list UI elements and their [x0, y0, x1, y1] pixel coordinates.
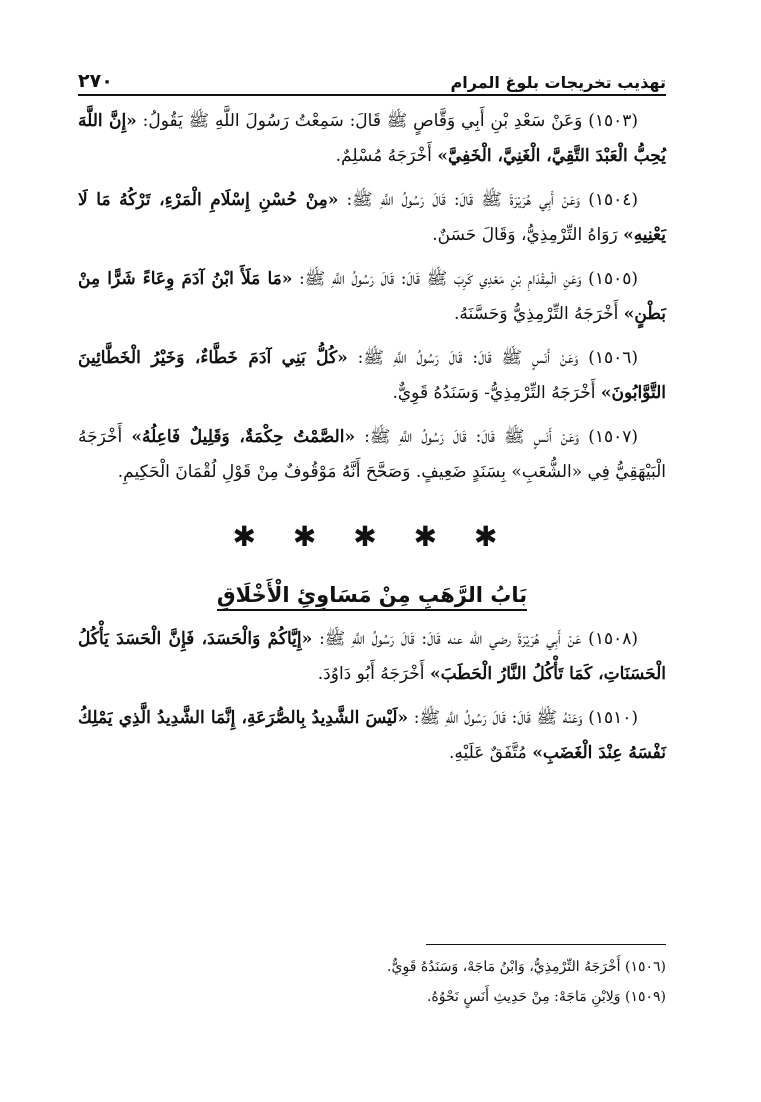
hadith-entry-1507 [78, 420, 666, 490]
entry-number: (١٥٠٣) [588, 111, 638, 131]
entry-number: (١٥٠٧) [588, 427, 638, 447]
entry-intro: وَعَنْ أَنَسٍ ﷺ قَالَ: قَالَ رَسُولُ اللَّهِ ﷺ: [355, 427, 589, 447]
entry-source: رَوَاهُ التِّرْمِذِيُّ، وَقَالَ حَسَنٌ. [432, 225, 624, 245]
hadith-text: «مِنْ حُسْنِ إِسْلَامِ الْمَرْءِ، تَرْكُهُ مَا لَا يَعْنِيهِ» [78, 190, 666, 245]
entry-intro: وَعَنْ أَبِي هُرَيْرَةَ ﷺ قَالَ: قَالَ رَسُولُ اللَّهِ ﷺ: [338, 190, 589, 210]
entry-intro: وَعَنْ سَعْدِ بْنِ أَبِي وَقَّاصٍ ﷺ قَالَ: سَمِعْتُ رَسُولَ اللَّهِ ﷺ يَقُولُ: [136, 111, 589, 131]
hadith-text: «الصَّمْتُ حِكْمَةٌ، وَقَلِيلٌ فَاعِلُهُ» [131, 427, 356, 447]
entry-number: (١٥٠٤) [588, 190, 638, 210]
hadith-entry-1506 [78, 341, 666, 411]
entry-intro: عَنْ أَبِي هُرَيْرَةَ رضي الله عنه قَالَ: قَالَ رَسُولُ اللَّهِ ﷺ: [312, 629, 589, 649]
hadith-entry-1503 [78, 104, 666, 174]
footnote-1509: (١٥٠٩) وَلِابْنِ مَاجَهْ: مِنْ حَدِيثِ أَنَسٍ نَحْوُهُ. [426, 989, 666, 1005]
page-number: ٢٧٠ [78, 70, 113, 92]
entry-source: أَخْرَجَهُ التِّرْمِذِيُّ وَحَسَّنَهُ. [454, 304, 624, 324]
running-title: تهذيب تخريجات بلوغ المرام [450, 73, 666, 92]
hadith-entry-1510 [78, 701, 666, 771]
page-header [78, 58, 666, 92]
chapter-title [78, 578, 666, 612]
entry-source: مُتَّفَقٌ عَلَيْهِ. [448, 743, 533, 763]
entry-number: (١٥١٠) [588, 708, 638, 728]
entry-source: أَخْرَجَهُ مُسْلِمٌ. [335, 146, 438, 166]
entry-number: (١٥٠٦) [588, 348, 638, 368]
chapter-title-text: بَابُ الرَّهَبِ مِنْ مَسَاوِئِ الْأَخْلَاقِ [217, 583, 527, 611]
hadith-text: «كُلُّ بَنِي آدَمَ خَطَّاءٌ، وَخَيْرُ الْخَطَّائِينَ التَّوَّابُونَ» [78, 348, 666, 403]
footnotes [78, 952, 666, 1012]
entry-intro: وَعَنْ أَنَسٍ ﷺ قَالَ: قَالَ رَسُولُ اللَّهِ ﷺ: [347, 348, 589, 368]
hadith-text: «إِيَّاكُمْ وَالْحَسَدَ، فَإِنَّ الْحَسَدَ يَأْكُلُ الْحَسَنَاتِ، كَمَا تَأْكُلُ النَّارُ الْحَطَبَ» [78, 629, 666, 684]
header-rule [78, 94, 666, 96]
footnote-1506: (١٥٠٦) أَخْرَجَهُ التِّرْمِذِيُّ، وَابْنُ مَاجَهْ، وَسَنَدُهُ قَوِيٌّ. [387, 959, 666, 975]
entry-source: أَخْرَجَهُ أَبُو دَاوُدَ. [317, 664, 430, 684]
hadith-entry-1505 [78, 262, 666, 332]
page-body [78, 104, 666, 780]
entry-number: (١٥٠٨) [588, 629, 638, 649]
entry-source: أَخْرَجَهُ التِّرْمِذِيُّ- وَسَنَدُهُ قَوِيٌّ. [392, 383, 601, 403]
entry-source: أَخْرَجَهُ الْبَيْهَقِيُّ فِي «الشُّعَبِ» بِسَنَدٍ ضَعِيفٍ. وَصَحَّحَ أَنَّهُ مَوْقُوفٌ مِنْ قَوْلِ لُقْمَانَ الْحَكِيمِ. [78, 427, 666, 482]
hadith-text: «إِنَّ اللَّهَ يُحِبُّ الْعَبْدَ التَّقِيَّ، الْغَنِيَّ، الْخَفِيَّ» [78, 111, 666, 166]
entry-intro: وَعَنِ الْمِقْدَامِ بْنِ مَعْدِي كَرِبَ ﷺ قَالَ: قَالَ رَسُولُ اللَّهِ ﷺ: [292, 269, 589, 289]
section-separator: ✱ ✱ ✱ ✱ ✱ [232, 520, 512, 553]
entry-number: (١٥٠٥) [588, 269, 638, 289]
hadith-text: «لَيْسَ الشَّدِيدُ بِالصُّرَعَةِ، إِنَّمَا الشَّدِيدُ الَّذِي يَمْلِكُ نَفْسَهُ عِنْدَ الْغَضَبِ» [78, 708, 666, 763]
hadith-entry-1508 [78, 622, 666, 692]
footnote-rule [426, 944, 666, 945]
hadith-entry-1504 [78, 183, 666, 253]
entry-intro: وَعَنْهُ ﷺ قَالَ: قَالَ رَسُولُ اللَّهِ ﷺ: [408, 708, 589, 728]
hadith-text: «مَا مَلَأَ ابْنُ آدَمَ وِعَاءً شَرًّا مِنْ بَطْنٍ» [78, 269, 666, 324]
